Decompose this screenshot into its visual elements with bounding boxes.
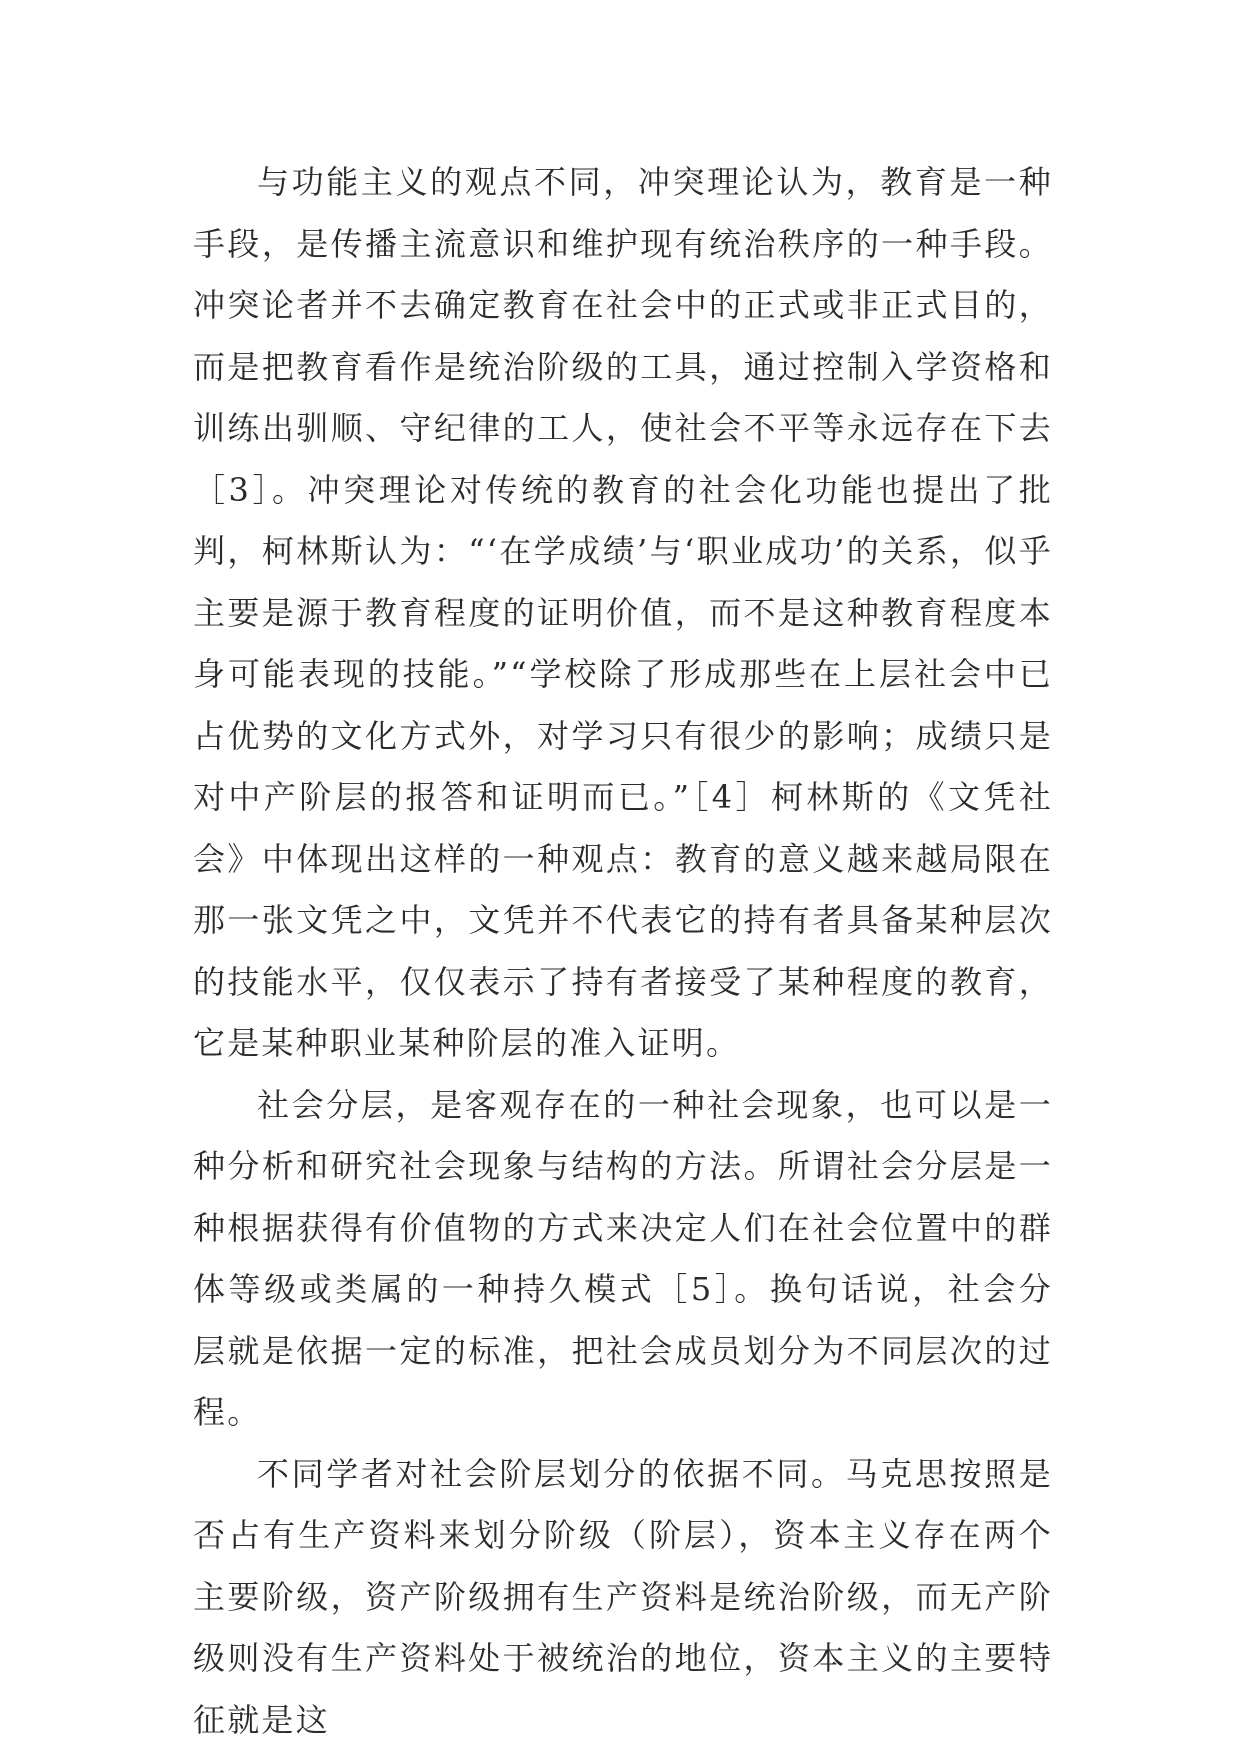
paragraph-social-stratification: 社会分层，是客观存在的一种社会现象，也可以是一种分析和研究社会现象与结构的方法。所谓社会分层是一种根据获得有价值物的方式来决定人们在社会位置中的群体等级或类属的一种持久模式［5］。换句话说，社会分层就是依据一定的标准，把社会成员划分为不同层次的过程。 <box>193 1085 1053 1431</box>
paragraph-class-division: 不同学者对社会阶层划分的依据不同。马克思按照是否占有生产资料来划分阶级（阶层），资本主义存在两个主要阶级，资产阶级拥有生产资料是统治阶级，而无产阶级则没有生产资料处于被统治的地位，资本主义的主要特征就是这 <box>193 1454 1053 1739</box>
paragraph-conflict-theory: 与功能主义的观点不同，冲突理论认为，教育是一种手段，是传播主流意识和维护现有统治秩序的一种手段。冲突论者并不去确定教育在社会中的正式或非正式目的，而是把教育看作是统治阶级的工具，通过控制入学资格和训练出驯顺、守纪律的工人，使社会不平等永远存在下去［3］。冲突理论对传统的教育的社会化功能也提出了批判，柯林斯认为：“‘在学成绩’与‘职业成功’的关系，似乎主要是源于教育程度的证明价值，而不是这种教育程度本身可能表现的技能。”“学校除了形成那些在上层社会中已占优势的文化方式外，对学习只有很少的影响；成绩只是对中产阶层的报答和证明而已。”［4］柯林斯的《文凭社会》中体现出这样的一种观点：教育的意义越来越局限在那一张文凭之中，文凭并不代表它的持有者具备某种层次的技能水平，仅仅表示了持有者接受了某种程度的教育，它是某种职业某种阶层的准入证明。 <box>193 163 1053 1062</box>
body-text <box>193 152 1053 1751</box>
